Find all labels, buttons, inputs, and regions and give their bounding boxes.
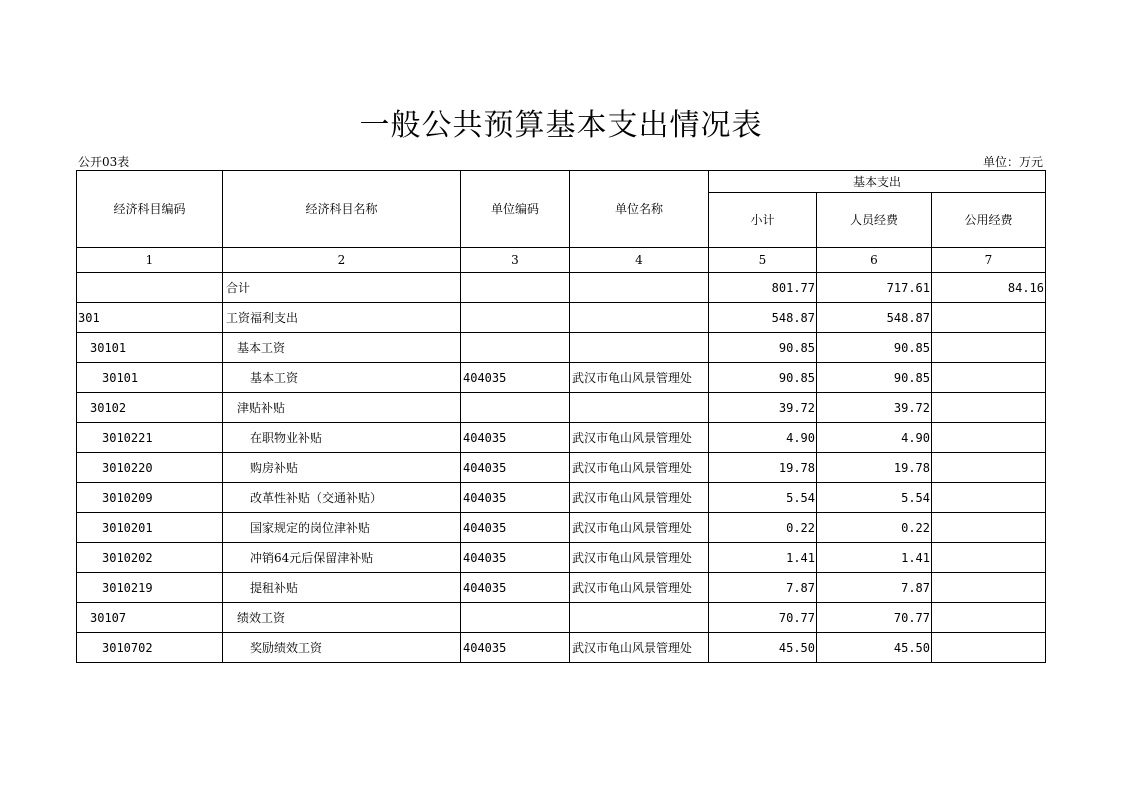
- subtotal-cell: 90.85: [709, 363, 817, 393]
- subtotal-cell: 45.50: [709, 633, 817, 663]
- table-row: [77, 603, 1046, 633]
- unit-name-cell: 武汉市龟山风景管理处: [570, 423, 709, 453]
- header-public: 公用经费: [932, 193, 1046, 248]
- table-row: [77, 363, 1046, 393]
- econ-code-cell: 3010201: [77, 513, 223, 543]
- subtotal-cell: 0.22: [709, 513, 817, 543]
- public-cell: [932, 633, 1046, 663]
- unit-name-cell: 武汉市龟山风景管理处: [570, 633, 709, 663]
- column-index-row: [77, 248, 1046, 273]
- table-row: [77, 633, 1046, 663]
- econ-code-cell: 3010702: [77, 633, 223, 663]
- econ-name-cell: 冲销64元后保留津补贴: [223, 543, 461, 573]
- econ-name-cell: 在职物业补贴: [223, 423, 461, 453]
- subtotal-cell: 19.78: [709, 453, 817, 483]
- public-cell: [932, 363, 1046, 393]
- econ-name-cell: 奖励绩效工资: [223, 633, 461, 663]
- personnel-cell: 548.87: [817, 303, 932, 333]
- personnel-cell: 19.78: [817, 453, 932, 483]
- econ-code-cell: 3010221: [77, 423, 223, 453]
- subtotal-cell: 5.54: [709, 483, 817, 513]
- econ-name-cell: 合计: [223, 273, 461, 303]
- personnel-cell: 7.87: [817, 573, 932, 603]
- personnel-cell: 39.72: [817, 393, 932, 423]
- public-cell: [932, 513, 1046, 543]
- unit-code-cell: 404035: [461, 453, 570, 483]
- unit-name-cell: 武汉市龟山风景管理处: [570, 513, 709, 543]
- personnel-cell: 0.22: [817, 513, 932, 543]
- econ-name-cell: 基本工资: [223, 363, 461, 393]
- econ-code-cell: 30102: [77, 393, 223, 423]
- form-code: 公开03表: [78, 155, 130, 169]
- econ-code-cell: 30101: [77, 363, 223, 393]
- subtotal-cell: 1.41: [709, 543, 817, 573]
- econ-code-cell: 30101: [77, 333, 223, 363]
- column-index: 1: [77, 248, 223, 273]
- unit-code-cell: 404035: [461, 633, 570, 663]
- unit-code-cell: [461, 273, 570, 303]
- unit-code-cell: [461, 603, 570, 633]
- total-row: [77, 273, 1046, 303]
- public-cell: [932, 603, 1046, 633]
- unit-code-cell: 404035: [461, 423, 570, 453]
- header-row-top: [77, 171, 1046, 193]
- econ-name-cell: 国家规定的岗位津补贴: [223, 513, 461, 543]
- unit-name-cell: 武汉市龟山风景管理处: [570, 543, 709, 573]
- column-index: 2: [223, 248, 461, 273]
- subtotal-cell: 7.87: [709, 573, 817, 603]
- table-row: [77, 303, 1046, 333]
- public-cell: [932, 573, 1046, 603]
- header-unit-name: 单位名称: [570, 171, 709, 248]
- unit-name-cell: [570, 333, 709, 363]
- unit-name-cell: 武汉市龟山风景管理处: [570, 363, 709, 393]
- econ-code-cell: 30107: [77, 603, 223, 633]
- econ-code-cell: 301: [77, 303, 223, 333]
- unit-label: 单位：万元: [982, 155, 1043, 169]
- econ-code-cell: 3010220: [77, 453, 223, 483]
- econ-name-cell: 绩效工资: [223, 603, 461, 633]
- column-index: 3: [461, 248, 570, 273]
- table-row: [77, 453, 1046, 483]
- public-cell: [932, 393, 1046, 423]
- column-index: 4: [570, 248, 709, 273]
- unit-code-cell: 404035: [461, 573, 570, 603]
- header-basic-expense: 基本支出: [709, 171, 1046, 193]
- econ-name-cell: 津贴补贴: [223, 393, 461, 423]
- report-title: 一般公共预算基本支出情况表: [359, 108, 763, 143]
- public-cell: [932, 333, 1046, 363]
- header-econ-code: 经济科目编码: [77, 171, 223, 248]
- unit-name-cell: [570, 603, 709, 633]
- table-row: [77, 423, 1046, 453]
- header-personnel: 人员经费: [817, 193, 932, 248]
- unit-code-cell: 404035: [461, 363, 570, 393]
- public-cell: [932, 543, 1046, 573]
- econ-code-cell: 3010219: [77, 573, 223, 603]
- unit-name-cell: 武汉市龟山风景管理处: [570, 483, 709, 513]
- unit-name-cell: [570, 393, 709, 423]
- unit-code-cell: [461, 303, 570, 333]
- column-index: 5: [709, 248, 817, 273]
- table-row: [77, 513, 1046, 543]
- unit-code-cell: [461, 333, 570, 363]
- unit-code-cell: 404035: [461, 543, 570, 573]
- public-cell: 84.16: [932, 273, 1046, 303]
- personnel-cell: 4.90: [817, 423, 932, 453]
- header-econ-name: 经济科目名称: [223, 171, 461, 248]
- table-row: [77, 393, 1046, 423]
- subtotal-cell: 4.90: [709, 423, 817, 453]
- personnel-cell: 90.85: [817, 363, 932, 393]
- personnel-cell: 1.41: [817, 543, 932, 573]
- personnel-cell: 45.50: [817, 633, 932, 663]
- subtotal-cell: 801.77: [709, 273, 817, 303]
- subtotal-cell: 90.85: [709, 333, 817, 363]
- header-unit-code: 单位编码: [461, 171, 570, 248]
- unit-name-cell: [570, 303, 709, 333]
- econ-name-cell: 购房补贴: [223, 453, 461, 483]
- table-row: [77, 483, 1046, 513]
- personnel-cell: 70.77: [817, 603, 932, 633]
- column-index: 7: [932, 248, 1046, 273]
- unit-code-cell: [461, 393, 570, 423]
- unit-name-cell: 武汉市龟山风景管理处: [570, 573, 709, 603]
- personnel-cell: 90.85: [817, 333, 932, 363]
- econ-code-cell: [77, 273, 223, 303]
- public-cell: [932, 453, 1046, 483]
- econ-name-cell: 提租补贴: [223, 573, 461, 603]
- table-row: [77, 543, 1046, 573]
- personnel-cell: 717.61: [817, 273, 932, 303]
- unit-name-cell: [570, 273, 709, 303]
- public-cell: [932, 423, 1046, 453]
- econ-code-cell: 3010202: [77, 543, 223, 573]
- unit-code-cell: 404035: [461, 513, 570, 543]
- subtotal-cell: 39.72: [709, 393, 817, 423]
- econ-code-cell: 3010209: [77, 483, 223, 513]
- unit-name-cell: 武汉市龟山风景管理处: [570, 453, 709, 483]
- header-subtotal: 小计: [709, 193, 817, 248]
- public-cell: [932, 483, 1046, 513]
- subtotal-cell: 70.77: [709, 603, 817, 633]
- unit-code-cell: 404035: [461, 483, 570, 513]
- econ-name-cell: 改革性补贴（交通补贴）: [223, 483, 461, 513]
- personnel-cell: 5.54: [817, 483, 932, 513]
- econ-name-cell: 基本工资: [223, 333, 461, 363]
- subtotal-cell: 548.87: [709, 303, 817, 333]
- table-row: [77, 333, 1046, 363]
- public-cell: [932, 303, 1046, 333]
- table-row: [77, 573, 1046, 603]
- econ-name-cell: 工资福利支出: [223, 303, 461, 333]
- column-index: 6: [817, 248, 932, 273]
- budget-table: [76, 170, 1046, 663]
